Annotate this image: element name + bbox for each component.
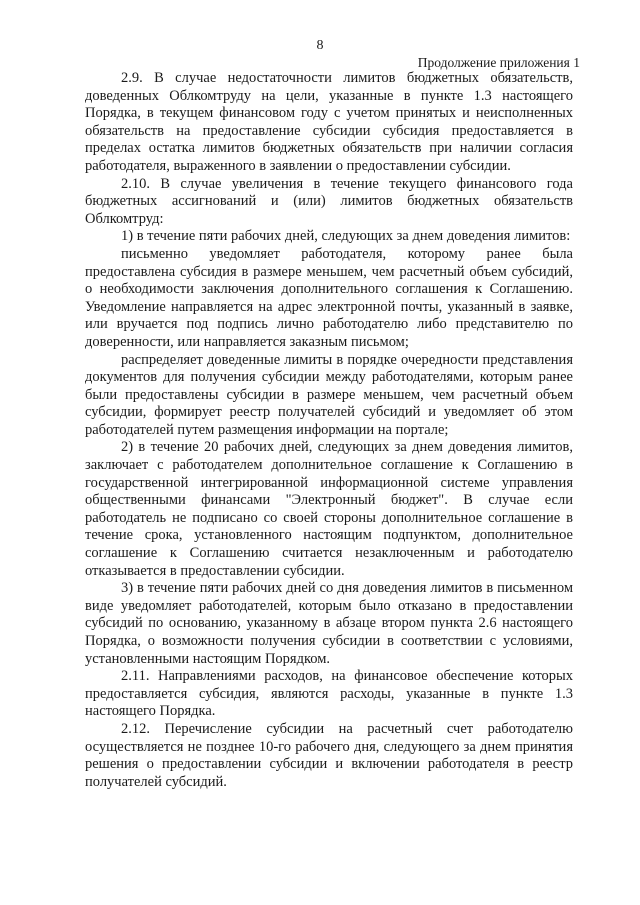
subpoint-1: 1) в течение пяти рабочих дней, следующих за днем доведения лимитов: [121, 228, 571, 245]
paragraph-2-11: 2.11. Направлениями расходов, на финансовое обеспечение которых предоставляется субсидия, являются расходы, указанные в пункте 1.3 настоящего Порядка. [85, 668, 573, 720]
paragraph-2-10: 2.10. В случае увеличения в течение текущего финансового года бюджетных ассигнований и (или) лимитов бюджетных обязательств Облкомтруд: [85, 175, 573, 227]
paragraph-2-12: 2.12. Перечисление субсидии на расчетный счет работодателю осуществляется не позднее 10-го рабочего дня, следующего за днем принятия решения о предоставлении субсидии и включении работодателя в реестр получателей субсидий. [85, 720, 573, 790]
continuation-label: Продолжение приложения 1 [417, 55, 580, 70]
subpoint-1-distribute: распределяет доведенные лимиты в порядке очередности представления документов для получения субсидии между работодателями, которым ранее были предоставлены субсидии в размере меньшем, чем расчетный объем субсидии, формирует реестр получателей субсидий и уведомляет об этом работодателей путем размещения информации на портале; [85, 351, 573, 438]
paragraph-2-9: 2.9. В случае недостаточности лимитов бюджетных обязательств, доведенных Облкомтруду на цели, указанные в пункте 1.3 настоящего Порядка, в текущем финансовом году с учетом принятых и неисполненных обязательств на предоставление субсидии субсидия предоставляется в пределах остатка лимитов бюджетных обязательств при наличии согласия работодателя, выраженного в заявлении о предоставлении субсидии. [85, 70, 573, 174]
document-body [85, 70, 573, 791]
subpoint-1-notify: письменно уведомляет работодателя, которому ранее была предоставлена субсидия в размере меньшем, чем расчетный объем субсидий, о необходимости заключения дополнительного соглашения к Соглашению. Уведомление направляется на адрес электронной почты, указанный в заявке, или вручается под подпись лично работодателю либо представителю по доверенности, или направляется заказным письмом; [85, 245, 573, 350]
subpoint-3: 3) в течение пяти рабочих дней со дня доведения лимитов в письменном виде уведомляет работодателей, которым было отказано в предоставлении субсидий по основанию, указанному в абзаце втором пункта 2.6 настоящего Порядка, о возможности получения субсидии в соответствии с условиями, установленными настоящим Порядком. [85, 580, 573, 667]
page-number: 8 [316, 38, 324, 53]
subpoint-2: 2) в течение 20 рабочих дней, следующих за днем доведения лимитов, заключает с работодателем дополнительное соглашение к Соглашению в государственной интегрированной информационной системе управления общественными финансами "Электронный бюджет". В случае если работодатель не подписано со своей стороны дополнительное соглашение в течение срока, установленного настоящим подпунктом, дополнительное соглашение к Соглашению считается незаключенным и работодателю отказывается в предоставлении субсидии. [85, 439, 573, 579]
